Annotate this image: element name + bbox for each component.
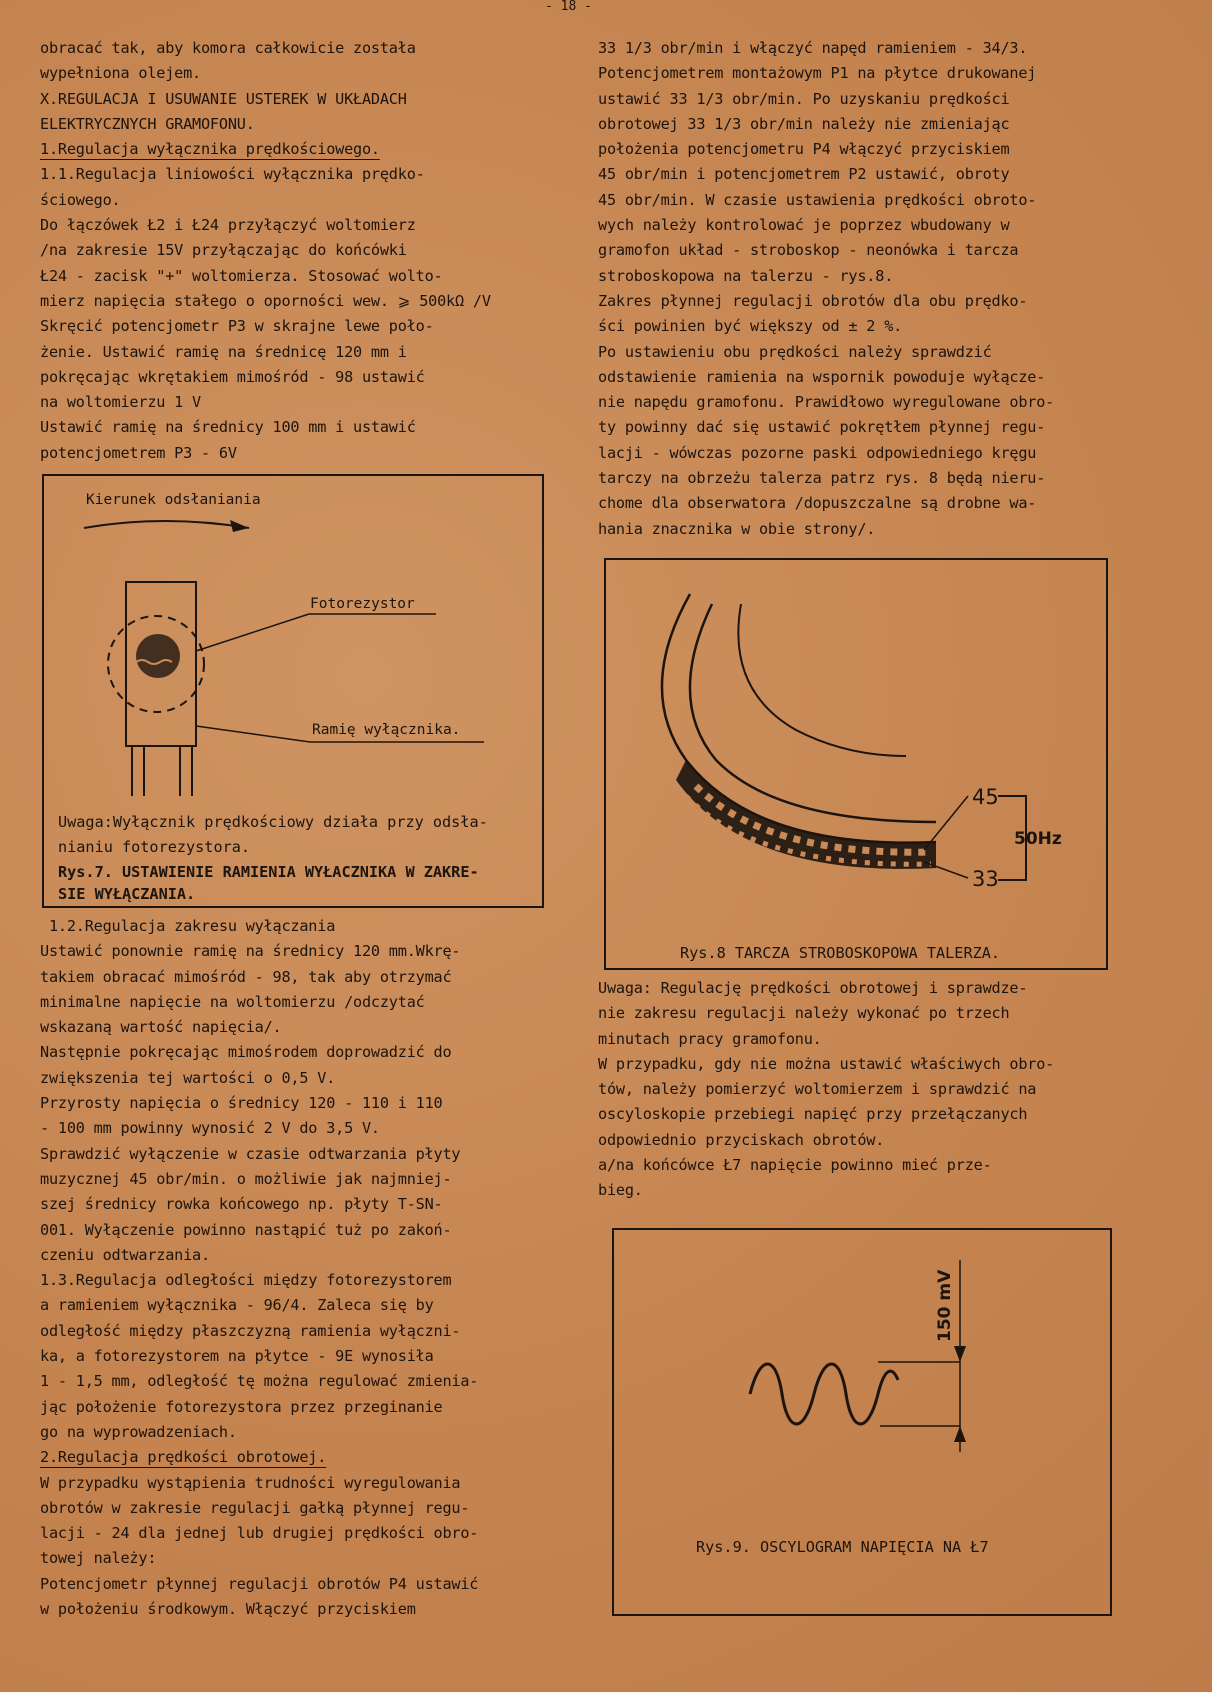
photoresistor-element: [136, 634, 180, 678]
right-column-line: położenia potencjometru P4 włączyć przyciskiem: [598, 140, 1010, 159]
right-column-line: wych należy kontrolować je poprzez wbudowany w: [598, 216, 1010, 235]
dimension-arrow-top: [954, 1346, 966, 1362]
left-column-continued-line: wskazaną wartość napięcia/.: [40, 1018, 282, 1037]
platter-surface-line: [738, 604, 906, 756]
left-column-line: Ustawić ramię na średnicy 100 mm i ustawić: [40, 418, 416, 437]
right-column-line: Potencjometrem montażowym P1 na płytce drukowanej: [598, 64, 1037, 83]
left-column-line: X.REGULACJA I USUWANIE USTEREK W UKŁADACH: [40, 89, 407, 108]
right-column-continued: [598, 976, 1158, 1204]
left-column-continued-line: minimalne napięcie na woltomierzu /odczytać: [40, 992, 425, 1011]
label-45: 45: [972, 785, 999, 809]
right-column-continued-line: oscyloskopie przebiegi napięć przy przełączanych: [598, 1105, 1028, 1124]
left-column-line: pokręcając wkrętakiem mimośród - 98 ustawić: [40, 367, 425, 386]
figure-9-caption: Rys.9. OSCYLOGRAM NAPIĘCIA NA Ł7: [696, 1538, 989, 1556]
right-column-line: 45 obr/min. W czasie ustawienia prędkości obroto-: [598, 190, 1037, 209]
left-column-continued-line: Przyrosty napięcia o średnicy 120 - 110 i 110: [40, 1094, 443, 1113]
left-column-line: ELEKTRYCZNYCH GRAMOFONU.: [40, 114, 255, 133]
left-column-continued-line: towej należy:: [40, 1549, 157, 1568]
oscillogram-waveform: [750, 1364, 898, 1424]
right-column-line: ty powinny dać się ustawić pokrętłem płynnej regu-: [598, 418, 1046, 437]
left-column-continued: [40, 914, 560, 1622]
left-column-continued-line: szej średnicy rowka końcowego np. płyty T-SN-: [40, 1195, 443, 1214]
right-column-line: Zakres płynnej regulacji obrotów dla obu prędko-: [598, 291, 1028, 310]
right-column-line: odstawienie ramienia na wspornik powoduje wyłącze-: [598, 367, 1046, 386]
left-column-line: na woltomierzu 1 V: [40, 393, 201, 412]
figure-7: [42, 474, 544, 908]
right-column: [598, 36, 1158, 542]
left-column-line: 1.1.Regulacja liniowości wyłącznika prędko-: [40, 165, 425, 184]
arm-leader: [196, 726, 310, 742]
right-column-line: hania znacznika w obie strony/.: [598, 519, 876, 538]
arm-label: Ramię wyłącznika.: [312, 722, 461, 738]
left-column-continued-line: go na wyprowadzeniach.: [40, 1422, 237, 1441]
left-column-continued-line: 2.Regulacja prędkości obrotowej.: [40, 1448, 327, 1467]
right-column-continued-line: Uwaga: Regulację prędkości obrotowej i sprawdze-: [598, 979, 1028, 997]
left-column-line: Skręcić potencjometr P3 w skrajne lewe poło-: [40, 317, 434, 336]
left-column-line: żenie. Ustawić ramię na średnicę 120 mm i: [40, 342, 407, 361]
direction-arrow: [84, 521, 249, 528]
left-column-continued-line: czeniu odtwarzania.: [40, 1245, 210, 1264]
direction-arrowhead: [230, 520, 249, 532]
figure-8: [604, 558, 1108, 970]
right-column-line: Po ustawieniu obu prędkości należy sprawdzić: [598, 342, 992, 361]
right-column-continued-line: nie zakresu regulacji należy wykonać po trzech: [598, 1004, 1010, 1023]
right-column-line: nie napędu gramofonu. Prawidłowo wyregulowane obro-: [598, 393, 1055, 412]
amplitude-label: 150 mV: [935, 1269, 955, 1342]
leader-33: [924, 862, 968, 878]
figure-7-note-line-1: Uwaga:Wyłącznik prędkościowy działa przy odsła-: [58, 813, 488, 831]
right-column-line: stroboskopowa na talerzu - rys.8.: [598, 266, 894, 285]
right-column-line: ści powinien być większy od ± 2 %.: [598, 317, 903, 336]
left-column-line: ściowego.: [40, 190, 121, 209]
right-column-line: 33 1/3 obr/min i włączyć napęd ramieniem - 34/3.: [598, 39, 1028, 57]
direction-label: Kierunek odsłaniania: [86, 492, 261, 508]
left-column-line: 1.Regulacja wyłącznika prędkościowego.: [40, 140, 380, 159]
left-column-line: obracać tak, aby komora całkowicie została: [40, 39, 416, 57]
left-column-continued-line: Sprawdzić wyłączenie w czasie odtwarzania płyty: [40, 1144, 461, 1163]
right-column-continued-line: bieg.: [598, 1181, 643, 1200]
left-column-line: Ł24 - zacisk "+" woltomierza. Stosować wolto-: [40, 266, 443, 285]
label-50hz: 50Hz: [1014, 829, 1062, 849]
figure-8-caption: Rys.8 TARCZA STROBOSKOPOWA TALERZA.: [680, 944, 1001, 962]
right-column-line: lacji - wówczas pozorne paski odpowiedniego kręgu: [598, 443, 1037, 462]
left-column-continued-line: muzycznej 45 obr/min. o możliwie jak najmniej-: [40, 1169, 452, 1188]
right-column-line: tarczy na obrzeżu talerza patrz rys. 8 będą nieru-: [598, 469, 1046, 488]
left-column-continued-line: 001. Wyłączenie powinno nastąpić tuż po zakoń-: [40, 1220, 452, 1239]
left-column-line: /na zakresie 15V przyłączając do końcówki: [40, 241, 407, 260]
left-column-continued-line: 1 - 1,5 mm, odległość tę można regulować zmienia-: [40, 1372, 479, 1391]
left-column-continued-line: 1.3.Regulacja odległości między fotorezystorem: [40, 1271, 452, 1290]
right-column-line: gramofon układ - stroboskop - neonówka i tarcza: [598, 241, 1019, 260]
right-column-continued-line: minutach pracy gramofonu.: [598, 1029, 822, 1048]
dimension-arrow-bottom: [954, 1426, 966, 1442]
right-column-continued-line: W przypadku, gdy nie można ustawić właściwych obro-: [598, 1054, 1055, 1073]
right-column-continued-line: a/na końcówce Ł7 napięcie powinno mieć prze-: [598, 1156, 992, 1175]
left-column-continued-line: Potencjometr płynnej regulacji obrotów P4 ustawić: [40, 1574, 479, 1593]
left-column-line: wypełniona olejem.: [40, 64, 201, 83]
figure-9: [612, 1228, 1112, 1616]
left-column-continued-line: ka, a fotorezystorem na płytce - 9E wynosiła: [40, 1347, 434, 1366]
left-column-continued-line: W przypadku wystąpienia trudności wyregulowania: [40, 1473, 461, 1492]
figure-8-drawing: [606, 560, 1106, 968]
right-column-continued-line: odpowiednio przyciskach obrotów.: [598, 1130, 885, 1149]
left-column-continued-line: Ustawić ponownie ramię na średnicy 120 mm.Wkrę-: [40, 942, 461, 961]
left-column: [40, 36, 560, 466]
figure-7-caption-line-2: SIE WYŁĄCZANIA.: [58, 885, 196, 903]
right-column-line: 45 obr/min i potencjometrem P2 ustawić, obroty: [598, 165, 1010, 184]
left-column-continued-line: w położeniu środkowym. Włączyć przyciskiem: [40, 1600, 416, 1619]
photoresistor-label: Fotorezystor: [310, 596, 415, 612]
left-column-line: mierz napięcia stałego o oporności wew. ⩾ 500kΩ /V: [40, 291, 491, 310]
left-column-continued-line: a ramieniem wyłącznika - 96/4. Zaleca się by: [40, 1296, 434, 1315]
left-column-continued-line: odległość między płaszczyzną ramienia wyłączni-: [40, 1321, 461, 1340]
right-column-line: ustawić 33 1/3 obr/min. Po uzyskaniu prędkości: [598, 89, 1010, 108]
left-column-continued-line: jąc położenie fotorezystora przez przeginanie: [40, 1397, 443, 1416]
photoresistor-leader: [196, 614, 309, 651]
right-column-line: obrotowej 33 1/3 obr/min należy nie zmieniając: [598, 114, 1010, 133]
left-column-continued-line: 1.2.Regulacja zakresu wyłączania: [40, 917, 336, 935]
left-column-continued-line: zwiększenia tej wartości o 0,5 V.: [40, 1068, 336, 1087]
left-column-continued-line: - 100 mm powinny wynosić 2 V do 3,5 V.: [40, 1119, 380, 1138]
right-column-continued-line: tów, należy pomierzyć woltomierzem i sprawdzić na: [598, 1080, 1037, 1099]
page-number: - 18 -: [545, 0, 592, 14]
label-33: 33: [972, 867, 999, 891]
left-column-continued-line: lacji - 24 dla jednej lub drugiej prędkości obro-: [40, 1524, 479, 1543]
left-column-continued-line: Następnie pokręcając mimośrodem doprowadzić do: [40, 1043, 452, 1062]
figure-7-note-line-2: nianiu fotorezystora.: [58, 838, 251, 856]
left-column-line: potencjometrem P3 - 6V: [40, 443, 237, 462]
figure-7-caption-line-1: Rys.7. USTAWIENIE RAMIENIA WYŁACZNIKA W ZAKRE-: [58, 863, 479, 881]
right-column-line: chome dla obserwatora /dopuszczalne są drobne wa-: [598, 494, 1037, 513]
platter-edge-inner: [690, 604, 936, 822]
left-column-continued-line: obrotów w zakresie regulacji gałką płynnej regu-: [40, 1498, 470, 1517]
left-column-continued-line: takiem obracać mimośród - 98, tak aby otrzymać: [40, 967, 452, 986]
left-column-line: Do łączówek Ł2 i Ł24 przyłączyć woltomierz: [40, 216, 416, 235]
